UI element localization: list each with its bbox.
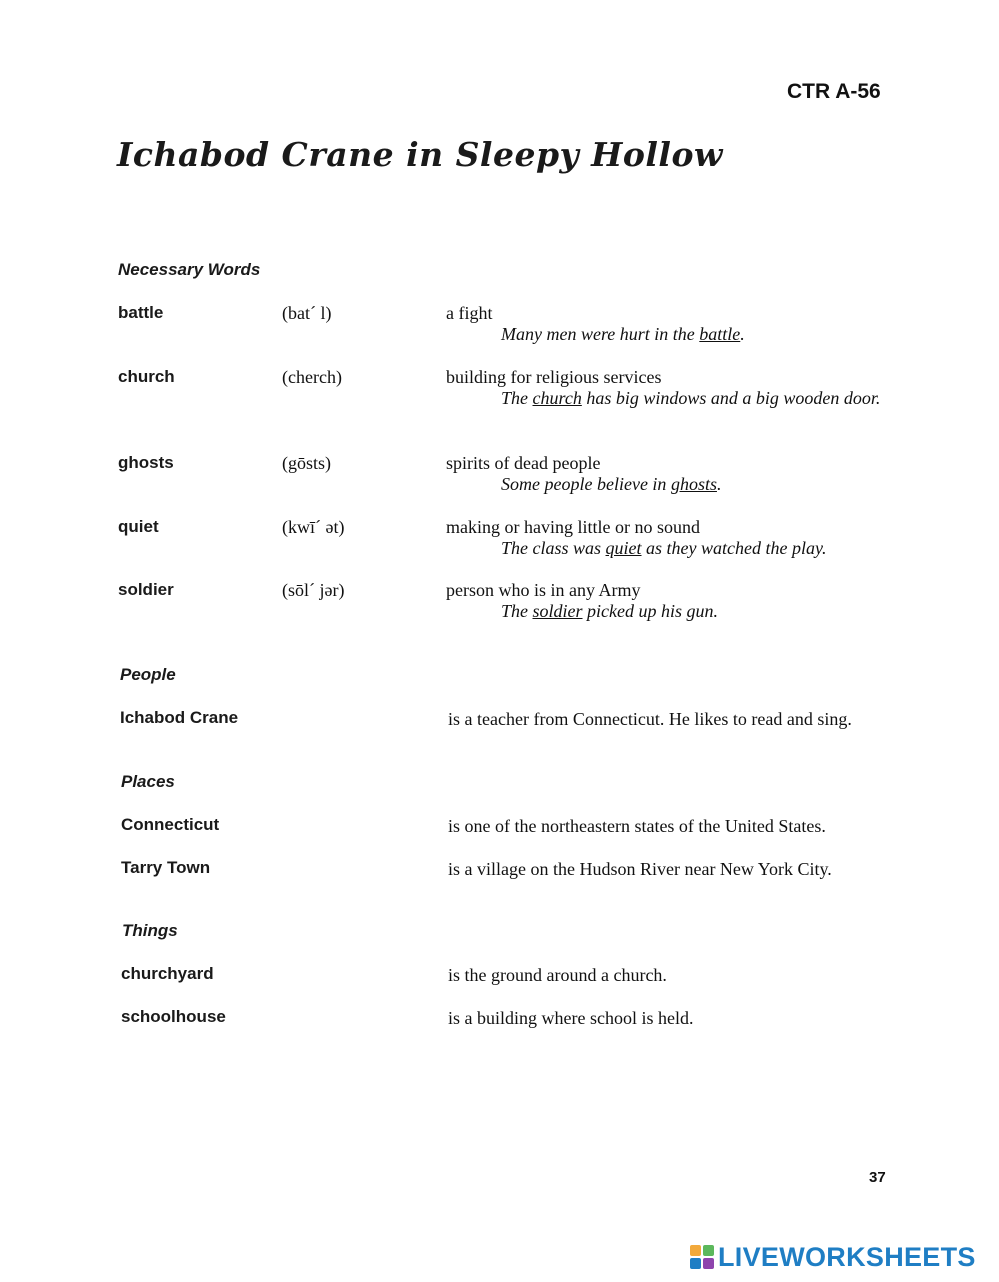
example-keyword: ghosts <box>670 474 717 494</box>
logo-square <box>690 1258 701 1269</box>
vocab-word: soldier <box>118 580 174 599</box>
section-places: Places <box>121 772 175 791</box>
example-keyword: battle <box>699 324 741 344</box>
vocab-pronunciation: (kwī´ ət) <box>282 517 345 537</box>
section-things: Things <box>122 921 178 940</box>
person-name: Ichabod Crane <box>120 708 239 727</box>
thing-name: churchyard <box>121 964 214 983</box>
logo-grid-icon <box>690 1245 714 1269</box>
definition-text: building for religious services <box>446 367 662 387</box>
vocab-pronunciation: (cherch) <box>282 367 342 387</box>
vocab-definition <box>446 453 891 495</box>
thing-description: is the ground around a church. <box>448 965 667 985</box>
person-description: is a teacher from Connecticut. He likes to read and sing. <box>448 709 852 729</box>
thing-description: is a building where school is held. <box>448 1008 694 1028</box>
vocab-word: quiet <box>118 517 159 536</box>
section-people: People <box>120 665 176 684</box>
vocab-definition <box>446 303 891 345</box>
definition-text: a fight <box>446 303 493 323</box>
definition-text: person who is in any Army <box>446 580 641 600</box>
page-number: 37 <box>869 1169 886 1186</box>
example-sentence: Some people believe in ghosts. <box>501 474 722 494</box>
logo-square <box>703 1258 714 1269</box>
liveworksheets-logo[interactable] <box>690 1242 976 1272</box>
example-keyword: soldier <box>532 601 583 621</box>
vocab-word: ghosts <box>118 453 174 472</box>
example-keyword: quiet <box>605 538 642 558</box>
example-sentence: Many men were hurt in the battle. <box>501 324 745 344</box>
definition-text: making or having little or no sound <box>446 517 700 537</box>
section-necessary-words: Necessary Words <box>118 260 261 279</box>
place-description: is one of the northeastern states of the United States. <box>448 816 826 836</box>
logo-square <box>703 1245 714 1256</box>
place-description: is a village on the Hudson River near New York City. <box>448 859 832 879</box>
vocab-definition <box>446 580 891 622</box>
logo-square <box>690 1245 701 1256</box>
document-code: CTR A-56 <box>787 80 881 103</box>
vocab-definition <box>446 517 891 559</box>
example-sentence: The class was quiet as they watched the play. <box>501 538 827 558</box>
example-sentence: The soldier picked up his gun. <box>501 601 718 621</box>
thing-name: schoolhouse <box>121 1007 226 1026</box>
vocab-pronunciation: (bat´ l) <box>282 303 332 323</box>
page-title: Ichabod Crane in Sleepy Hollow <box>117 135 723 174</box>
example-sentence: The church has big windows and a big wooden door. <box>501 388 881 408</box>
vocab-word: church <box>118 367 175 386</box>
definition-text: spirits of dead people <box>446 453 601 473</box>
vocab-pronunciation: (gōsts) <box>282 453 331 473</box>
vocab-definition <box>446 367 891 409</box>
example-keyword: church <box>532 388 582 408</box>
place-name: Connecticut <box>121 815 220 834</box>
brand-name: LIVEWORKSHEETS <box>718 1241 976 1272</box>
place-name: Tarry Town <box>121 858 211 877</box>
vocab-pronunciation: (sōl´ jər) <box>282 580 345 600</box>
vocab-word: battle <box>118 303 164 322</box>
